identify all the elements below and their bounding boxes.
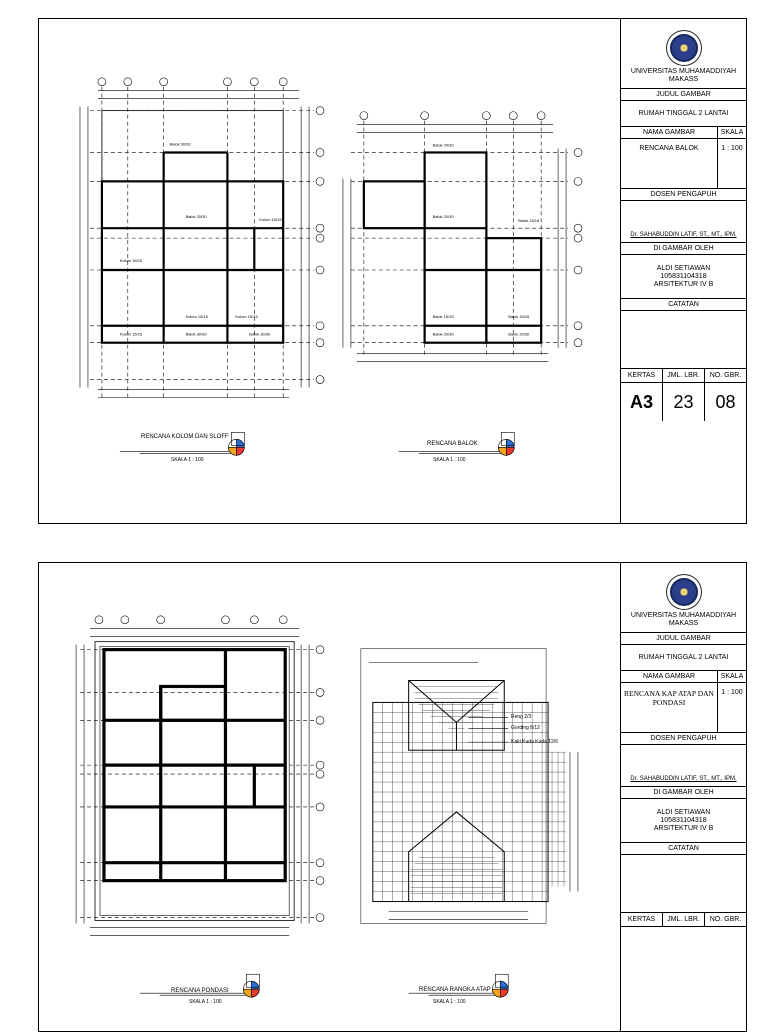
dosen-label-2: DOSEN PENGAPUH [621,733,746,745]
university-name-2: UNIVERSITAS MUHAMADDIYAH MAKASS [630,612,737,627]
svg-text:Balok 30/30: Balok 30/30 [169,141,191,147]
svg-text:Balok 15/15: Balok 15/15 [518,218,540,224]
svg-text:Balok 15/15: Balok 15/15 [432,313,454,319]
judul-value-2: RUMAH TINGGAL 2 LANTAI [621,645,746,671]
judul-label-2: JUDUL GAMBAR [621,633,746,645]
svg-text:Kolom 15/15: Kolom 15/15 [259,217,282,223]
drawing-sheet-2 [38,562,747,1032]
nama-label-2: NAMA GAMBAR [621,671,718,682]
author-class-2: ARSITEKTUR IV B [653,824,714,832]
nama-skala-values [621,139,746,189]
dosen-label: DOSEN PENGAPUH [621,189,746,201]
drawing-title-balok: RENCANA BALOK [427,441,478,447]
svg-text:Balok 20/30: Balok 20/30 [185,214,207,220]
svg-text:Balok 30/30: Balok 30/30 [185,331,207,337]
kertas-label: KERTAS [621,369,663,382]
dosen-name: Dr. SAHABUDDIN LATIF, ST., MT., IPM. [621,201,746,243]
svg-text:Kolom 15/15: Kolom 15/15 [185,313,208,319]
author-name: ALDI SETIAWAN [656,264,711,272]
roof-label-gording: Gording 8/12 [511,725,540,731]
university-logo-2 [670,578,698,606]
nama-skala-header [621,127,746,139]
svg-text:Kolom 15/15: Kolom 15/15 [119,258,143,264]
drawing-area-1 [39,19,620,523]
kertas-value: A3 [621,383,663,421]
drawing-area-2 [39,563,620,1031]
notes-area [621,311,746,369]
author-id-2: 105831104318 [660,816,707,824]
title-block-1 [620,19,746,523]
drawn-by-2 [621,799,746,843]
drawing-title-rangka: RENCANA RANGKA ATAP [419,987,491,993]
skala-value-2: 1 : 100 [721,689,743,696]
by-label-2: DI GAMBAR OLEH [621,787,746,799]
nama-skala-values-2 [621,683,746,733]
drawing-sheet-1 [38,18,747,524]
jml-label-2: JML. LBR. [663,913,705,926]
drawing-scale-pondasi: SKALA 1 : 100 [189,999,222,1005]
judul-value: RUMAH TINGGAL 2 LANTAI [621,101,746,127]
skala-label-2: SKALA [720,673,744,680]
nama-value-2: RENCANA KAP ATAP DAN PONDASI [621,683,718,732]
drawing-scale-kolom: SKALA 1 : 100 [171,457,204,463]
author-class: ARSITEKTUR IV B [653,280,714,288]
kertas-label-2: KERTAS [621,913,663,926]
nama-label: NAMA GAMBAR [621,127,718,138]
logo-area-2 [621,563,746,633]
no-value: 08 [715,392,736,412]
notes-label: CATATAN [621,299,746,311]
roof-label-kaki: Kaki Kuda Kuda 12/6 [511,739,558,745]
footer-values [621,383,746,421]
skala-label: SKALA [720,129,744,136]
jml-value: 23 [663,383,705,421]
structural-plans-2 [39,563,620,1031]
jml-label: JML. LBR. [663,369,705,382]
svg-text:Balok 20/30: Balok 20/30 [432,331,454,337]
by-label: DI GAMBAR OLEH [621,243,746,255]
svg-text:Kolom 15/15: Kolom 15/15 [119,331,143,337]
notes-area-2 [621,855,746,913]
author-name-2: ALDI SETIAWAN [656,808,711,816]
svg-text:Balok 30/30: Balok 30/30 [249,331,271,337]
drawing-title-kolom: RENCANA KOLOM DAN SLOFF [141,434,229,440]
no-label: NO. GBR. [709,372,742,379]
drawing-title-pondasi: RENCANA PONDASI [171,988,229,994]
svg-text:Balok 20/30: Balok 20/30 [432,214,454,220]
drawing-scale-balok: SKALA 1 : 100 [433,457,466,463]
svg-text:Balok 20/30: Balok 20/30 [432,142,454,148]
no-label-2: NO. GBR. [709,916,742,923]
svg-text:Kolom 15/15: Kolom 15/15 [235,313,258,319]
structural-plans-1 [39,19,620,523]
author-id: 105831104318 [660,272,707,280]
university-logo [670,34,698,62]
nama-value: RENCANA BALOK [621,139,718,188]
drawn-by [621,255,746,299]
footer-labels [621,369,746,383]
svg-text:Balok 20/30: Balok 20/30 [508,331,530,337]
footer-labels-2 [621,913,746,927]
dosen-name-2: Dr. SAHABUDDIN LATIF, ST., MT., IPM. [621,745,746,787]
nama-skala-header-2 [621,671,746,683]
university-name: UNIVERSITAS MUHAMADDIYAH MAKASS [630,68,737,83]
roof-label-reng: Reng 2/3 [511,714,532,720]
judul-label: JUDUL GAMBAR [621,89,746,101]
drawing-scale-rangka: SKALA 1 : 100 [433,999,466,1005]
logo-area [621,19,746,89]
notes-label-2: CATATAN [621,843,746,855]
title-block-2 [620,563,746,1031]
skala-value: 1 : 100 [721,145,743,152]
svg-text:Balok 15/15: Balok 15/15 [508,313,530,319]
